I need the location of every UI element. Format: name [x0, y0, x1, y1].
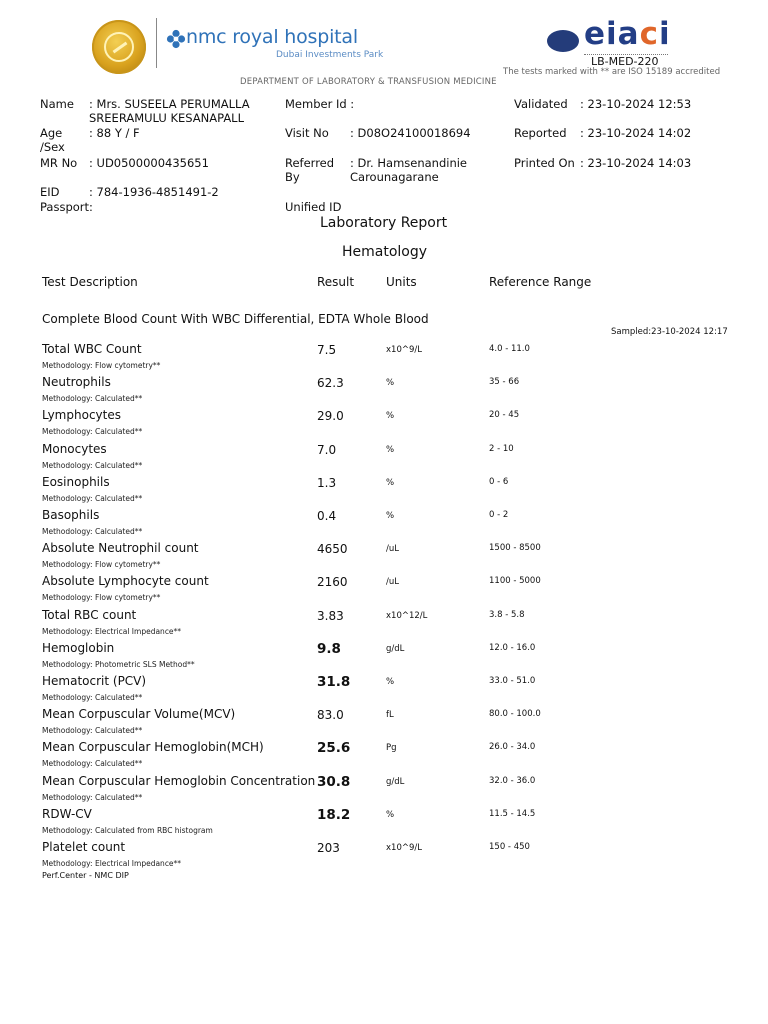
test-methodology: Methodology: Photometric SLS Method** — [42, 660, 195, 669]
referred-by-label: By — [285, 170, 300, 184]
reported-value: : 23-10-2024 14:02 — [580, 126, 692, 140]
test-reference-range: 1500 - 8500 — [489, 543, 541, 553]
age-value: : 88 Y / F — [89, 126, 140, 140]
mrno-label: MR No — [40, 156, 78, 170]
header-divider — [156, 18, 157, 68]
test-name: Hemoglobin — [42, 641, 115, 655]
test-reference-range: 11.5 - 14.5 — [489, 809, 536, 819]
test-unit: x10^12/L — [386, 611, 428, 621]
test-reference-range: 33.0 - 51.0 — [489, 676, 536, 686]
test-reference-range: 4.0 - 11.0 — [489, 344, 530, 354]
column-header-result: Result — [317, 275, 355, 289]
test-methodology: Methodology: Calculated** — [42, 494, 143, 503]
name-value-line1: : Mrs. SUSEELA PERUMALLA — [89, 97, 250, 111]
panel-title: Complete Blood Count With WBC Differential, EDTA Whole Blood — [42, 312, 429, 326]
test-reference-range: 26.0 - 34.0 — [489, 742, 536, 752]
test-unit: % — [386, 378, 395, 388]
test-unit: g/dL — [386, 644, 405, 654]
test-name: Basophils — [42, 508, 100, 522]
test-result: 203 — [317, 841, 340, 855]
test-unit: % — [386, 810, 395, 820]
test-methodology: Methodology: Calculated** — [42, 527, 143, 536]
column-header-test: Test Description — [42, 275, 138, 289]
test-reference-range: 1100 - 5000 — [489, 576, 541, 586]
test-reference-range: 3.8 - 5.8 — [489, 610, 525, 620]
test-unit: x10^9/L — [386, 843, 422, 853]
test-unit: % — [386, 445, 395, 455]
validated-label: Validated — [514, 97, 568, 111]
test-result: 3.83 — [317, 609, 344, 623]
test-name: Mean Corpuscular Hemoglobin(MCH) — [42, 740, 264, 754]
test-name: Total RBC count — [42, 608, 137, 622]
reported-label: Reported — [514, 126, 567, 140]
test-name: Absolute Neutrophil count — [42, 541, 199, 555]
test-result: 29.0 — [317, 409, 344, 423]
passport-label: Passport: — [40, 200, 93, 214]
test-unit: fL — [386, 710, 394, 720]
sex-label: /Sex — [40, 140, 65, 154]
visit-value: : D08O24100018694 — [350, 126, 471, 140]
accreditation-code: LB-MED-220 — [591, 55, 659, 68]
eid-label: EID — [40, 185, 60, 199]
test-name: Total WBC Count — [42, 342, 142, 356]
test-reference-range: 2 - 10 — [489, 444, 514, 454]
test-result: 4650 — [317, 542, 348, 556]
test-unit: % — [386, 478, 395, 488]
test-name: Platelet count — [42, 840, 126, 854]
hospital-name: nmc royal hospital — [186, 26, 358, 48]
test-name: Lymphocytes — [42, 408, 121, 422]
test-name: Absolute Lymphocyte count — [42, 574, 209, 588]
test-name: Eosinophils — [42, 475, 110, 489]
test-name: RDW-CV — [42, 807, 92, 821]
nmc-flower-icon — [166, 29, 186, 49]
test-unit: g/dL — [386, 777, 405, 787]
section-title: Hematology — [342, 244, 428, 260]
iso-note: The tests marked with ** are ISO 15189 accredited — [503, 67, 721, 77]
department-title: DEPARTMENT OF LABORATORY & TRANSFUSION MEDICINE — [240, 77, 497, 87]
referred-label: Referred — [285, 156, 335, 170]
perf-center: Perf.Center - NMC DIP — [42, 871, 129, 880]
test-result: 83.0 — [317, 708, 344, 722]
printed-value: : 23-10-2024 14:03 — [580, 156, 692, 170]
test-methodology: Methodology: Calculated** — [42, 427, 143, 436]
test-methodology: Methodology: Calculated** — [42, 394, 143, 403]
test-reference-range: 12.0 - 16.0 — [489, 643, 536, 653]
validated-value: : 23-10-2024 12:53 — [580, 97, 692, 111]
name-label: Name — [40, 97, 74, 111]
test-name: Hematocrit (PCV) — [42, 674, 147, 688]
hospital-branch: Dubai Investments Park — [276, 50, 384, 60]
test-methodology: Methodology: Calculated** — [42, 693, 143, 702]
test-reference-range: 32.0 - 36.0 — [489, 776, 536, 786]
test-result: 0.4 — [317, 509, 337, 523]
test-name: Mean Corpuscular Volume(MCV) — [42, 707, 236, 721]
test-result: 18.2 — [317, 807, 351, 823]
test-result: 25.6 — [317, 740, 351, 756]
test-unit: % — [386, 511, 395, 521]
test-methodology: Methodology: Flow cytometry** — [42, 560, 161, 569]
test-reference-range: 20 - 45 — [489, 410, 520, 420]
test-name: Monocytes — [42, 442, 107, 456]
test-methodology: Methodology: Calculated** — [42, 759, 143, 768]
eiac-globe-icon — [547, 30, 579, 52]
age-label: Age — [40, 126, 63, 140]
test-methodology: Methodology: Electrical Impedance** — [42, 859, 182, 868]
report-title: Laboratory Report — [320, 215, 448, 231]
test-result: 62.3 — [317, 376, 344, 390]
test-unit: x10^9/L — [386, 345, 422, 355]
printed-label: Printed On — [514, 156, 575, 170]
gold-seal-icon — [92, 20, 146, 74]
column-header-reference: Reference Range — [489, 275, 592, 289]
unified-id-label: Unified ID — [285, 200, 342, 214]
test-result: 30.8 — [317, 774, 351, 790]
test-result: 2160 — [317, 575, 348, 589]
test-result: 9.8 — [317, 641, 341, 657]
visit-label: Visit No — [285, 126, 329, 140]
test-result: 31.8 — [317, 674, 351, 690]
test-result: 7.5 — [317, 343, 337, 357]
test-reference-range: 0 - 6 — [489, 477, 509, 487]
test-unit: % — [386, 677, 395, 687]
test-reference-range: 150 - 450 — [489, 842, 530, 852]
test-result: 7.0 — [317, 443, 337, 457]
test-methodology: Methodology: Calculated from RBC histogram — [42, 826, 213, 835]
accreditation-logo: eiaci — [584, 16, 671, 52]
eid-value: : 784-1936-4851491-2 — [89, 185, 219, 199]
test-name: Neutrophils — [42, 375, 111, 389]
test-unit: /uL — [386, 577, 399, 587]
test-methodology: Methodology: Flow cytometry** — [42, 361, 161, 370]
member-id-label: Member Id : — [285, 97, 355, 111]
test-methodology: Methodology: Electrical Impedance** — [42, 627, 182, 636]
test-reference-range: 0 - 2 — [489, 510, 509, 520]
test-methodology: Methodology: Calculated** — [42, 461, 143, 470]
test-methodology: Methodology: Flow cytometry** — [42, 593, 161, 602]
test-result: 1.3 — [317, 476, 337, 490]
referred-value-line2: Carounagarane — [350, 170, 439, 184]
name-value-line2: SREERAMULU KESANAPALL — [89, 111, 244, 125]
column-header-units: Units — [386, 275, 417, 289]
test-methodology: Methodology: Calculated** — [42, 726, 143, 735]
accreditation-arabic-text — [584, 48, 668, 55]
test-unit: Pg — [386, 743, 397, 753]
sampled-time: Sampled:23-10-2024 12:17 — [611, 327, 728, 337]
test-unit: /uL — [386, 544, 399, 554]
mrno-value: : UD0500000435651 — [89, 156, 209, 170]
test-name: Mean Corpuscular Hemoglobin Concentration — [42, 774, 316, 788]
test-reference-range: 35 - 66 — [489, 377, 520, 387]
test-reference-range: 80.0 - 100.0 — [489, 709, 541, 719]
referred-value-line1: : Dr. Hamsenandinie — [350, 156, 468, 170]
test-methodology: Methodology: Calculated** — [42, 793, 143, 802]
test-unit: % — [386, 411, 395, 421]
